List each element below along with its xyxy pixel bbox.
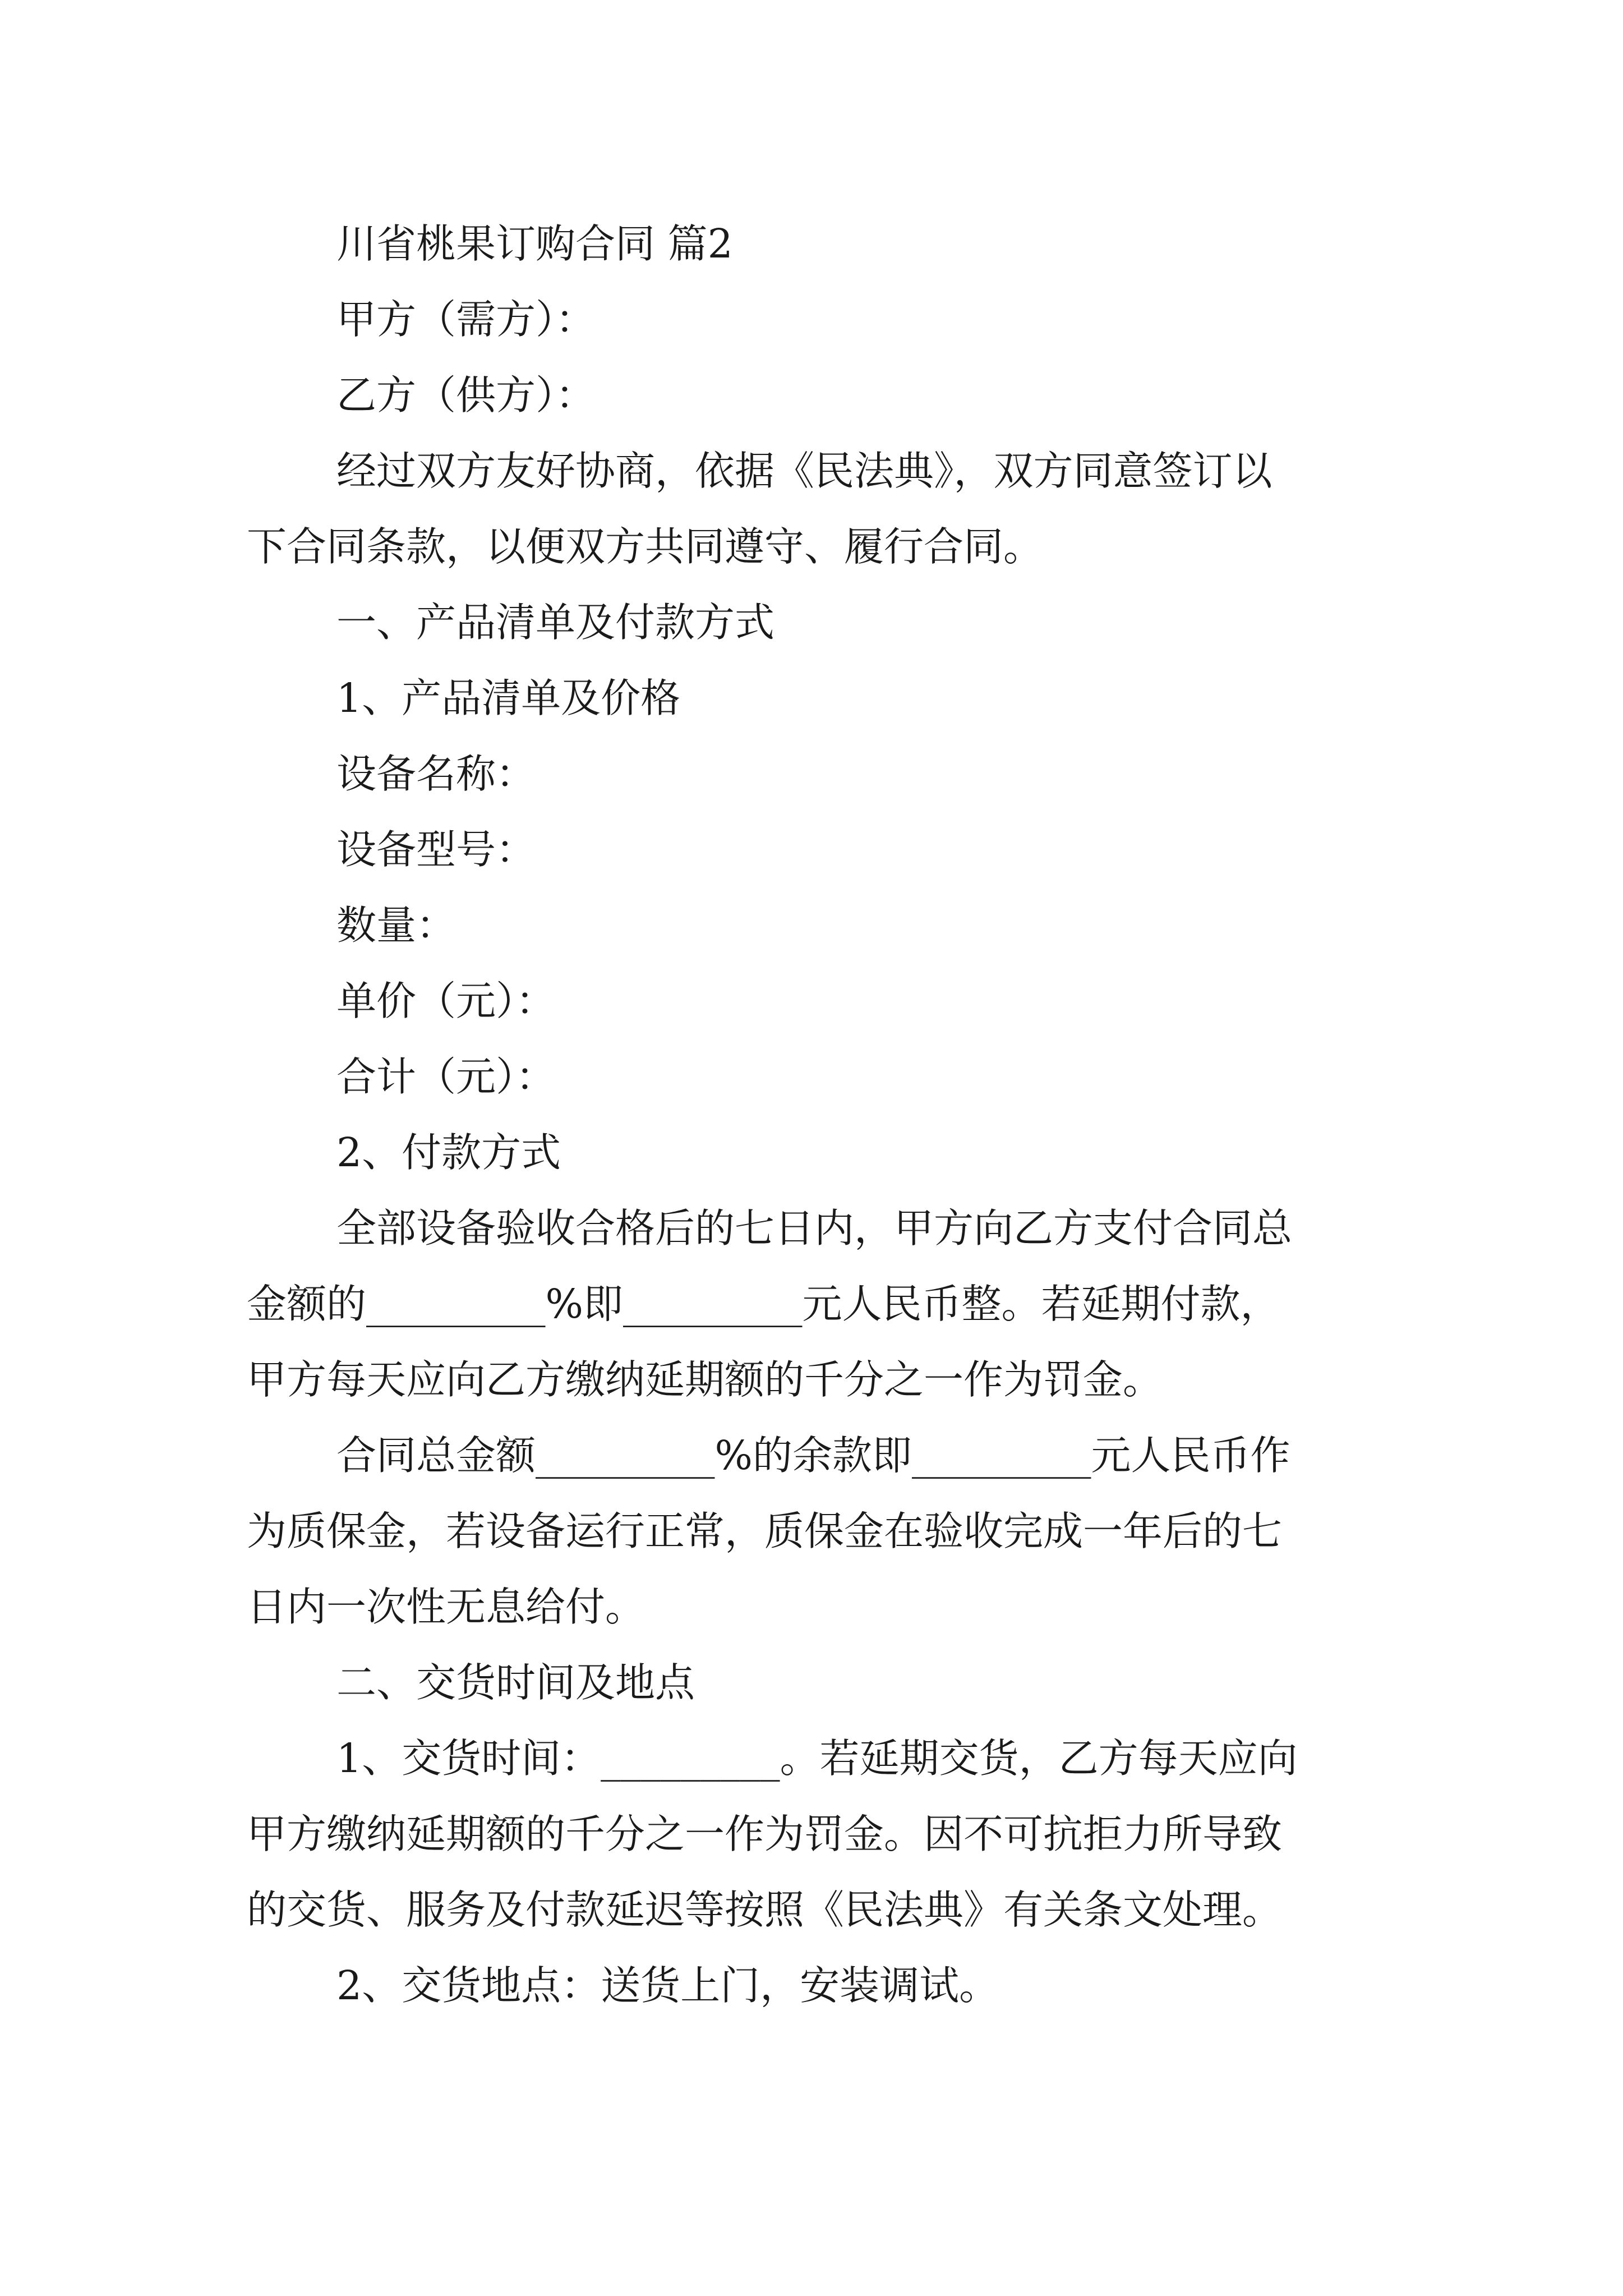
section-heading: 一、产品清单及付款方式 bbox=[336, 599, 775, 646]
field-label: 单价（元）： bbox=[336, 978, 556, 1024]
paragraph-line: 经过双方友好协商，依据《民法典》，双方同意签订以 bbox=[336, 448, 1272, 494]
paragraph-line: 下合同条款，以便双方共同遵守、履行合同。 bbox=[247, 523, 1044, 570]
paragraph-line: 的交货、服务及付款延迟等按照《民法典》有关条文处理。 bbox=[247, 1887, 1283, 1933]
paragraph-line: 1、交货时间：_________。若延期交货，乙方每天应向 bbox=[336, 1735, 1298, 1782]
field-label: 设备型号： bbox=[336, 826, 536, 873]
subsection-heading: 2、付款方式 bbox=[336, 1129, 561, 1176]
paragraph-line: 2、交货地点：送货上门，安装调试。 bbox=[336, 1962, 999, 2009]
paragraph-line: 甲方缴纳延期额的千分之一作为罚金。因不可抗拒力所导致 bbox=[247, 1811, 1283, 1857]
field-label: 数量： bbox=[336, 902, 457, 949]
subsection-heading: 1、产品清单及价格 bbox=[336, 675, 681, 721]
document-title: 川省桃果订购合同 篇2 bbox=[336, 220, 733, 267]
party-a-label: 甲方（需方）： bbox=[336, 296, 596, 343]
section-heading: 二、交货时间及地点 bbox=[336, 1659, 695, 1706]
field-label: 合计（元）： bbox=[336, 1053, 556, 1100]
field-label: 设备名称： bbox=[336, 751, 536, 797]
paragraph-line: 合同总金额_________%的余款即_________元人民币作 bbox=[336, 1432, 1290, 1479]
paragraph-line: 为质保金，若设备运行正常，质保金在验收完成一年后的七 bbox=[247, 1508, 1283, 1554]
party-b-label: 乙方（供方）： bbox=[336, 372, 596, 418]
paragraph-line: 全部设备验收合格后的七日内，甲方向乙方支付合同总 bbox=[336, 1205, 1293, 1251]
paragraph-line: 金额的_________%即_________元人民币整。若延期付款， bbox=[247, 1281, 1280, 1327]
paragraph-line: 甲方每天应向乙方缴纳延期额的千分之一作为罚金。 bbox=[247, 1356, 1163, 1403]
paragraph-line: 日内一次性无息给付。 bbox=[247, 1584, 645, 1630]
